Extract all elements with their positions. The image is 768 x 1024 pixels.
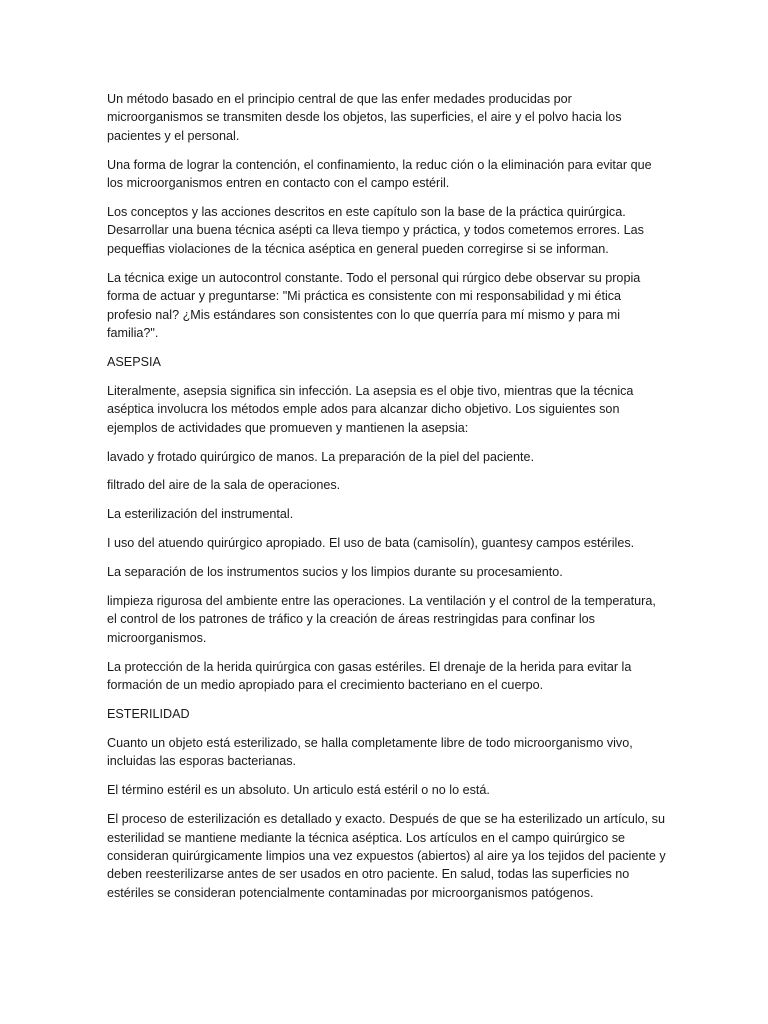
heading-esterilidad: ESTERILIDAD — [107, 707, 190, 722]
list-item-cleaning: limpieza rigurosa del ambiente entre las operaciones. La ventilación y el control de la temperatura, el control de los patrones de tráfico y la creación de áreas restringidas para confinar los microorganismos. — [107, 594, 656, 645]
list-item-instrument-separation: La separación de los instrumentos sucios y los limpios durante su procesamiento. — [107, 565, 563, 580]
paragraph-asepsia-definition: Literalmente, asepsia significa sin infección. La asepsia es el obje tivo, mientras que la técnica aséptica involucra los métodos emple ados para alcanzar dicho objetivo. Los siguientes son ejemplos de actividades que promueven y mantienen la asepsia: — [107, 383, 634, 435]
paragraph-sterile-absolute: El término estéril es un absoluto. Un articulo está estéril o no lo está. — [107, 783, 490, 798]
list-item-air-filtration: filtrado del aire de la sala de operaciones. — [107, 478, 341, 493]
paragraph-sterilization-process: El proceso de esterilización es detallado y exacto. Después de que se ha esterilizado un artículo, su esterilidad se mantiene mediante la técnica aséptica. Los artículos en el campo quirúrgico se consideran quirúrgicamente limpios una vez expuestos (abiertos) al aire ya los tejidos del paciente y deben reesterilizarse antes de ser usados en otro paciente. En salud, todas las superficies no estériles se consideran potencialmente contaminadas por microorganismos patógenos. — [107, 812, 666, 900]
paragraph-containment: Una forma de lograr la contención, el confinamiento, la reduc ción o la eliminación para evitar que los microorganismos entren en contacto con el campo estéril. — [107, 157, 652, 191]
paragraph-sterile-definition: Cuanto un objeto está esterilizado, se halla completamente libre de todo microorganismo vivo, incluidas las esporas bacterianas. — [107, 735, 633, 769]
list-item-sterilization: La esterilización del instrumental. — [107, 507, 294, 522]
paragraph-concepts: Los conceptos y las acciones descritos en este capítulo son la base de la práctica quirúrgica. Desarrollar una buena técnica asépti ca lleva tiempo y práctica, y todos cometemos errores. Las pequeffias violaciones de la técnica aséptica en general pueden corregirse si se informan. — [107, 205, 644, 256]
list-item-wound-protection: La protección de la herida quirúrgica con gasas estériles. El drenaje de la herida para evitar la formación de un medio apropiado para el crecimiento bacteriano en el cuerpo. — [107, 659, 632, 693]
paragraph-self-control: La técnica exige un autocontrol constante. Todo el personal qui rúrgico debe observar su propia forma de actuar y preguntarse: "Mi práctica es consistente con mi responsabilidad y mi ética profesio nal? ¿Mis estándares son consistentes con lo que querría para mí mismo y para mi familia?". — [107, 270, 641, 340]
document-body — [107, 90, 667, 913]
list-item-hand-scrub: lavado y frotado quirúrgico de manos. La preparación de la piel del paciente. — [107, 449, 535, 464]
heading-asepsia: ASEPSIA — [107, 354, 161, 369]
paragraph-intro: Un método basado en el principio central de que las enfer medades producidas por microorganismos se transmiten desde los objetos, las superficies, el aire y el polvo hacia los pacientes y el personal. — [107, 92, 622, 143]
list-item-surgical-attire: I uso del atuendo quirúrgico apropiado. El uso de bata (camisolín), guantesy campos estériles. — [107, 536, 635, 551]
